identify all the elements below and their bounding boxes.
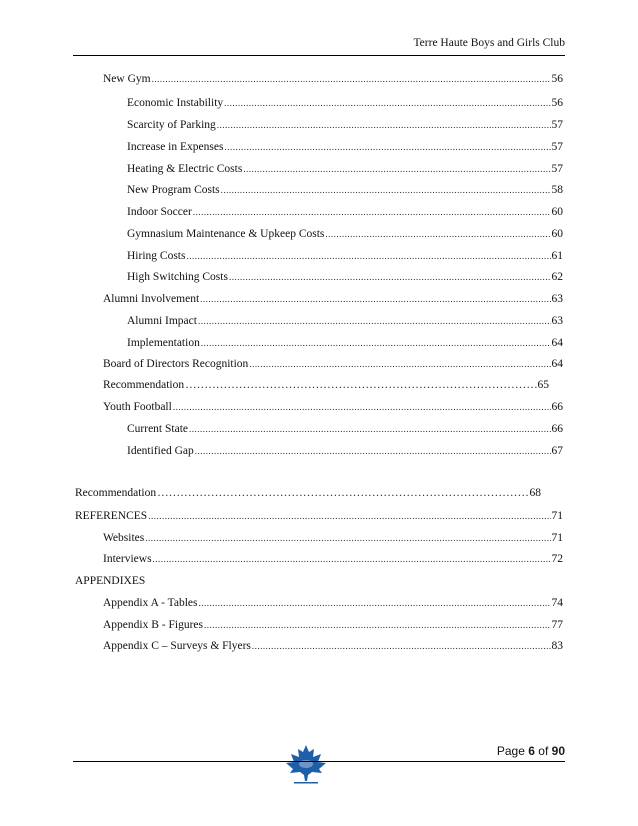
dot-leader (224, 142, 550, 152)
toc-entry-page: 74 (551, 597, 563, 609)
toc-entry-page: 63 (551, 315, 563, 327)
toc-entry[interactable] (103, 553, 563, 565)
toc-entry-label: Economic Instability (127, 97, 224, 109)
toc-entry-page: 66 (551, 423, 563, 435)
toc-entry-label: Board of Directors Recognition (103, 358, 249, 370)
toc-entry-page: 57 (551, 141, 563, 153)
toc-entry-page: 63 (551, 293, 563, 305)
toc-entry[interactable] (103, 401, 563, 413)
toc-entry-label: Appendix C – Surveys & Flyers (103, 640, 251, 652)
toc-entry-page: 61 (551, 250, 563, 262)
dot-leader (173, 402, 551, 412)
toc-entry-page: 58 (551, 184, 563, 196)
toc-entry[interactable] (127, 250, 563, 262)
toc-entry[interactable] (127, 315, 563, 327)
dot-leader (195, 446, 551, 456)
toc-entry-label: Identified Gap (127, 445, 194, 457)
dot-leader (185, 379, 536, 391)
toc-entry[interactable] (103, 379, 549, 391)
toc-entry-page: 57 (551, 119, 563, 131)
toc-entry-label: Current State (127, 423, 188, 435)
toc-entry-label: Gymnasium Maintenance & Upkeep Costs (127, 228, 325, 240)
maple-leaf-logo (276, 743, 336, 785)
dot-leader (252, 641, 551, 651)
dot-leader (243, 164, 550, 174)
toc-entry-label: Hiring Costs (127, 250, 186, 262)
toc-entry-label: Heating & Electric Costs (127, 163, 243, 175)
toc-entry-label: Interviews (103, 553, 152, 565)
toc-entry-page: 64 (551, 358, 563, 370)
dot-leader (193, 207, 551, 217)
toc-entry-label: Alumni Involvement (103, 293, 200, 305)
toc-entry[interactable] (75, 575, 563, 587)
dot-leader (325, 229, 550, 239)
toc-entry-label: Recommendation (75, 487, 157, 499)
toc-entry[interactable] (75, 487, 541, 499)
toc-entry[interactable] (127, 119, 563, 131)
dot-leader (152, 74, 551, 84)
toc-entry-label: High Switching Costs (127, 271, 228, 283)
toc-entry-page: 60 (551, 228, 563, 240)
toc-entry[interactable] (103, 293, 563, 305)
toc-entry[interactable] (127, 141, 563, 153)
dot-leader (186, 251, 550, 261)
dot-leader (145, 533, 550, 543)
toc-entry[interactable] (127, 97, 563, 109)
toc-entry-label: Recommendation (103, 379, 185, 391)
toc-entry-page: 65 (537, 379, 549, 391)
toc-entry-label: APPENDIXES (75, 575, 146, 587)
dot-leader (217, 120, 551, 130)
toc-entry-label: Implementation (127, 337, 200, 349)
toc-entry-page: 68 (529, 487, 541, 499)
page-number (497, 744, 565, 758)
dot-leader (199, 598, 551, 608)
toc-entry-page: 60 (551, 206, 563, 218)
dot-leader (221, 185, 551, 195)
page-current: 6 (528, 744, 535, 758)
dot-leader (198, 316, 551, 326)
dot-leader (189, 424, 551, 434)
header-rule (73, 55, 565, 56)
toc-entry[interactable] (127, 206, 563, 218)
toc-entry-label: Youth Football (103, 401, 172, 413)
toc-entry-label: New Gym (103, 73, 151, 85)
toc-entry-page: 71 (551, 510, 563, 522)
page-total: 90 (551, 744, 565, 758)
dot-leader (229, 272, 551, 282)
toc-entry[interactable] (127, 163, 563, 175)
toc-entry[interactable] (103, 640, 563, 652)
toc-entry-label: Websites (103, 532, 145, 544)
toc-entry[interactable] (103, 532, 563, 544)
toc-entry-page: 56 (551, 97, 563, 109)
toc-entry-label: REFERENCES (75, 510, 148, 522)
toc-entry[interactable] (103, 619, 563, 631)
toc-entry[interactable] (127, 184, 563, 196)
toc-entry-label: Scarcity of Parking (127, 119, 216, 131)
toc-entry-label: New Program Costs (127, 184, 220, 196)
dot-leader (148, 511, 550, 521)
toc-entry[interactable] (103, 73, 563, 85)
toc-entry-label: Alumni Impact (127, 315, 197, 327)
toc-entry-page: 71 (551, 532, 563, 544)
toc-entry-label: Appendix A - Tables (103, 597, 198, 609)
dot-leader (153, 554, 551, 564)
toc-entry[interactable] (127, 445, 563, 457)
dot-leader (157, 487, 528, 499)
toc-entry-page: 67 (551, 445, 563, 457)
toc-entry-page: 83 (551, 640, 563, 652)
toc-entry[interactable] (75, 510, 563, 522)
toc-entry[interactable] (103, 597, 563, 609)
toc-entry-label: Increase in Expenses (127, 141, 224, 153)
footer-rule (73, 761, 565, 762)
toc-entry-page: 56 (551, 73, 563, 85)
toc-entry[interactable] (127, 271, 563, 283)
toc-entry[interactable] (127, 337, 563, 349)
toc-entry-page: 64 (551, 337, 563, 349)
toc-entry-page: 62 (551, 271, 563, 283)
toc-entry-label: Indoor Soccer (127, 206, 192, 218)
page-of: of (538, 744, 549, 758)
dot-leader (200, 294, 550, 304)
toc-entry-page: 72 (551, 553, 563, 565)
dot-leader (249, 359, 550, 369)
toc-entry[interactable] (127, 228, 563, 240)
dot-leader (224, 98, 550, 108)
toc-entry-page: 77 (551, 619, 563, 631)
toc-entry-page: 66 (551, 401, 563, 413)
running-header: Terre Haute Boys and Girls Club (413, 37, 565, 49)
toc-entry[interactable] (103, 358, 563, 370)
dot-leader (201, 338, 551, 348)
toc-entry-label: Appendix B - Figures (103, 619, 203, 631)
dot-leader (204, 620, 551, 630)
toc-entry-page: 57 (551, 163, 563, 175)
toc-entry[interactable] (127, 423, 563, 435)
page-word: Page (496, 744, 525, 758)
